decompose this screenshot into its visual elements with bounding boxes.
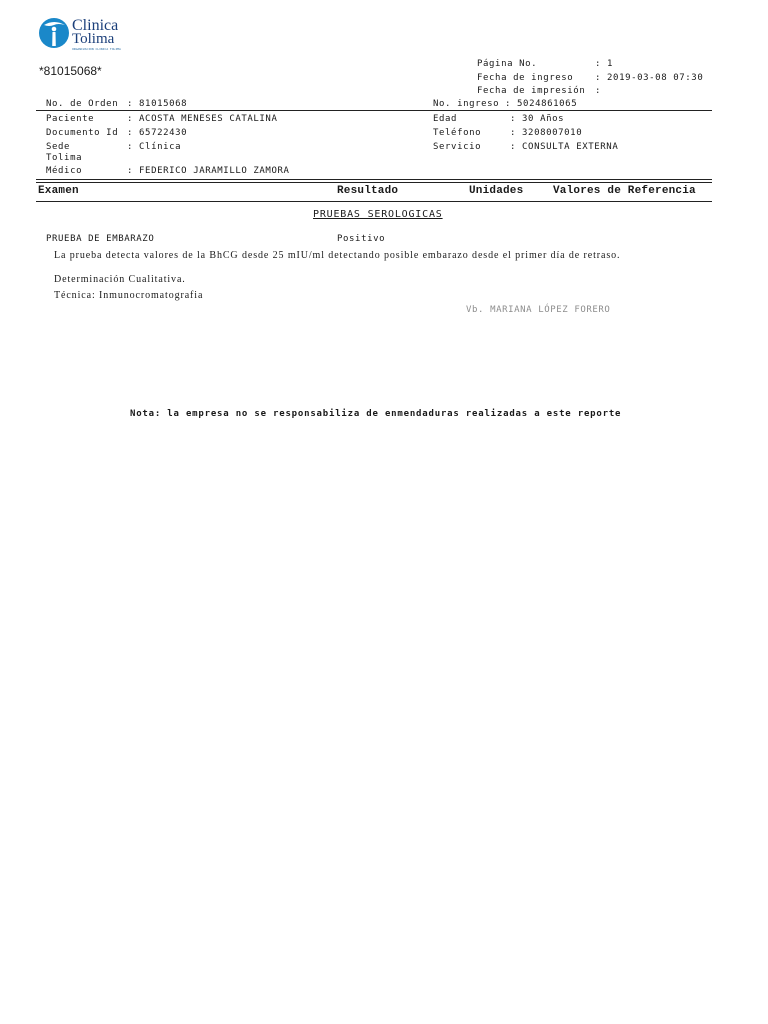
logo-line-2: Tolima	[72, 31, 115, 47]
sede-value: : Clínica	[127, 142, 182, 152]
divider-top	[36, 110, 712, 111]
sede-label-2: Tolima	[46, 153, 83, 163]
servicio-label: Servicio	[433, 142, 482, 152]
exam-name: PRUEBA DE EMBARAZO	[46, 234, 155, 244]
exam-result: Positivo	[337, 234, 386, 244]
telefono-value: : 3208007010	[510, 128, 583, 138]
clinic-logo	[38, 16, 128, 54]
medico-value: : FEDERICO JARAMILLO ZAMORA	[127, 166, 290, 176]
validated-by: Vb. MARIANA LÓPEZ FORERO	[466, 305, 611, 315]
divider-header-top-2	[36, 182, 712, 183]
column-resultado: Resultado	[337, 185, 399, 197]
section-title: PRUEBAS SEROLOGICAS	[313, 209, 443, 220]
orden-label: No. de Orden	[46, 99, 119, 109]
note-technique: Técnica: Inmunocromatografia	[54, 290, 204, 301]
telefono-label: Teléfono	[433, 128, 482, 138]
column-valores-referencia: Valores de Referencia	[553, 185, 696, 197]
column-examen: Examen	[38, 185, 79, 197]
edad-value: : 30 Años	[510, 114, 565, 124]
orden-value: : 81015068	[127, 99, 188, 109]
note-detection: La prueba detecta valores de la BhCG desde 25 mIU/ml detectando posible embarazo desde el primer día de retraso.	[54, 250, 621, 261]
ingreso-value: : 5024861065	[505, 99, 578, 109]
pagina-label: Página No.	[477, 59, 538, 69]
fecha-ingreso-label: Fecha de ingreso	[477, 73, 574, 83]
edad-label: Edad	[433, 114, 458, 124]
documento-label: Documento Id	[46, 128, 119, 138]
divider-header-top-1	[36, 179, 712, 180]
paciente-label: Paciente	[46, 114, 95, 124]
documento-value: : 65722430	[127, 128, 188, 138]
note-determination: Determinación Cualitativa.	[54, 274, 186, 285]
servicio-value: : CONSULTA EXTERNA	[510, 142, 619, 152]
fecha-ingreso-value: : 2019-03-08 07:30	[595, 73, 704, 83]
footer-note: Nota: la empresa no se responsabiliza de enmendaduras realizadas a este reporte	[130, 409, 622, 419]
ingreso-label: No. ingreso	[433, 99, 500, 109]
pagina-value: : 1	[595, 59, 614, 69]
clinic-logo-icon	[38, 16, 70, 50]
divider-header-bottom	[36, 201, 712, 202]
fecha-impresion-label: Fecha de impresión	[477, 86, 586, 96]
column-unidades: Unidades	[469, 185, 524, 197]
fecha-impresion-value: :	[595, 86, 602, 96]
sede-label: Sede	[46, 142, 71, 152]
logo-tagline: ORGANIZACION CLINICA TOLIMA	[72, 47, 121, 51]
medico-label: Médico	[46, 166, 83, 176]
paciente-value: : ACOSTA MENESES CATALINA	[127, 114, 278, 124]
barcode-text: *81015068*	[39, 64, 102, 78]
logo-line-1: Clinica	[72, 17, 119, 34]
